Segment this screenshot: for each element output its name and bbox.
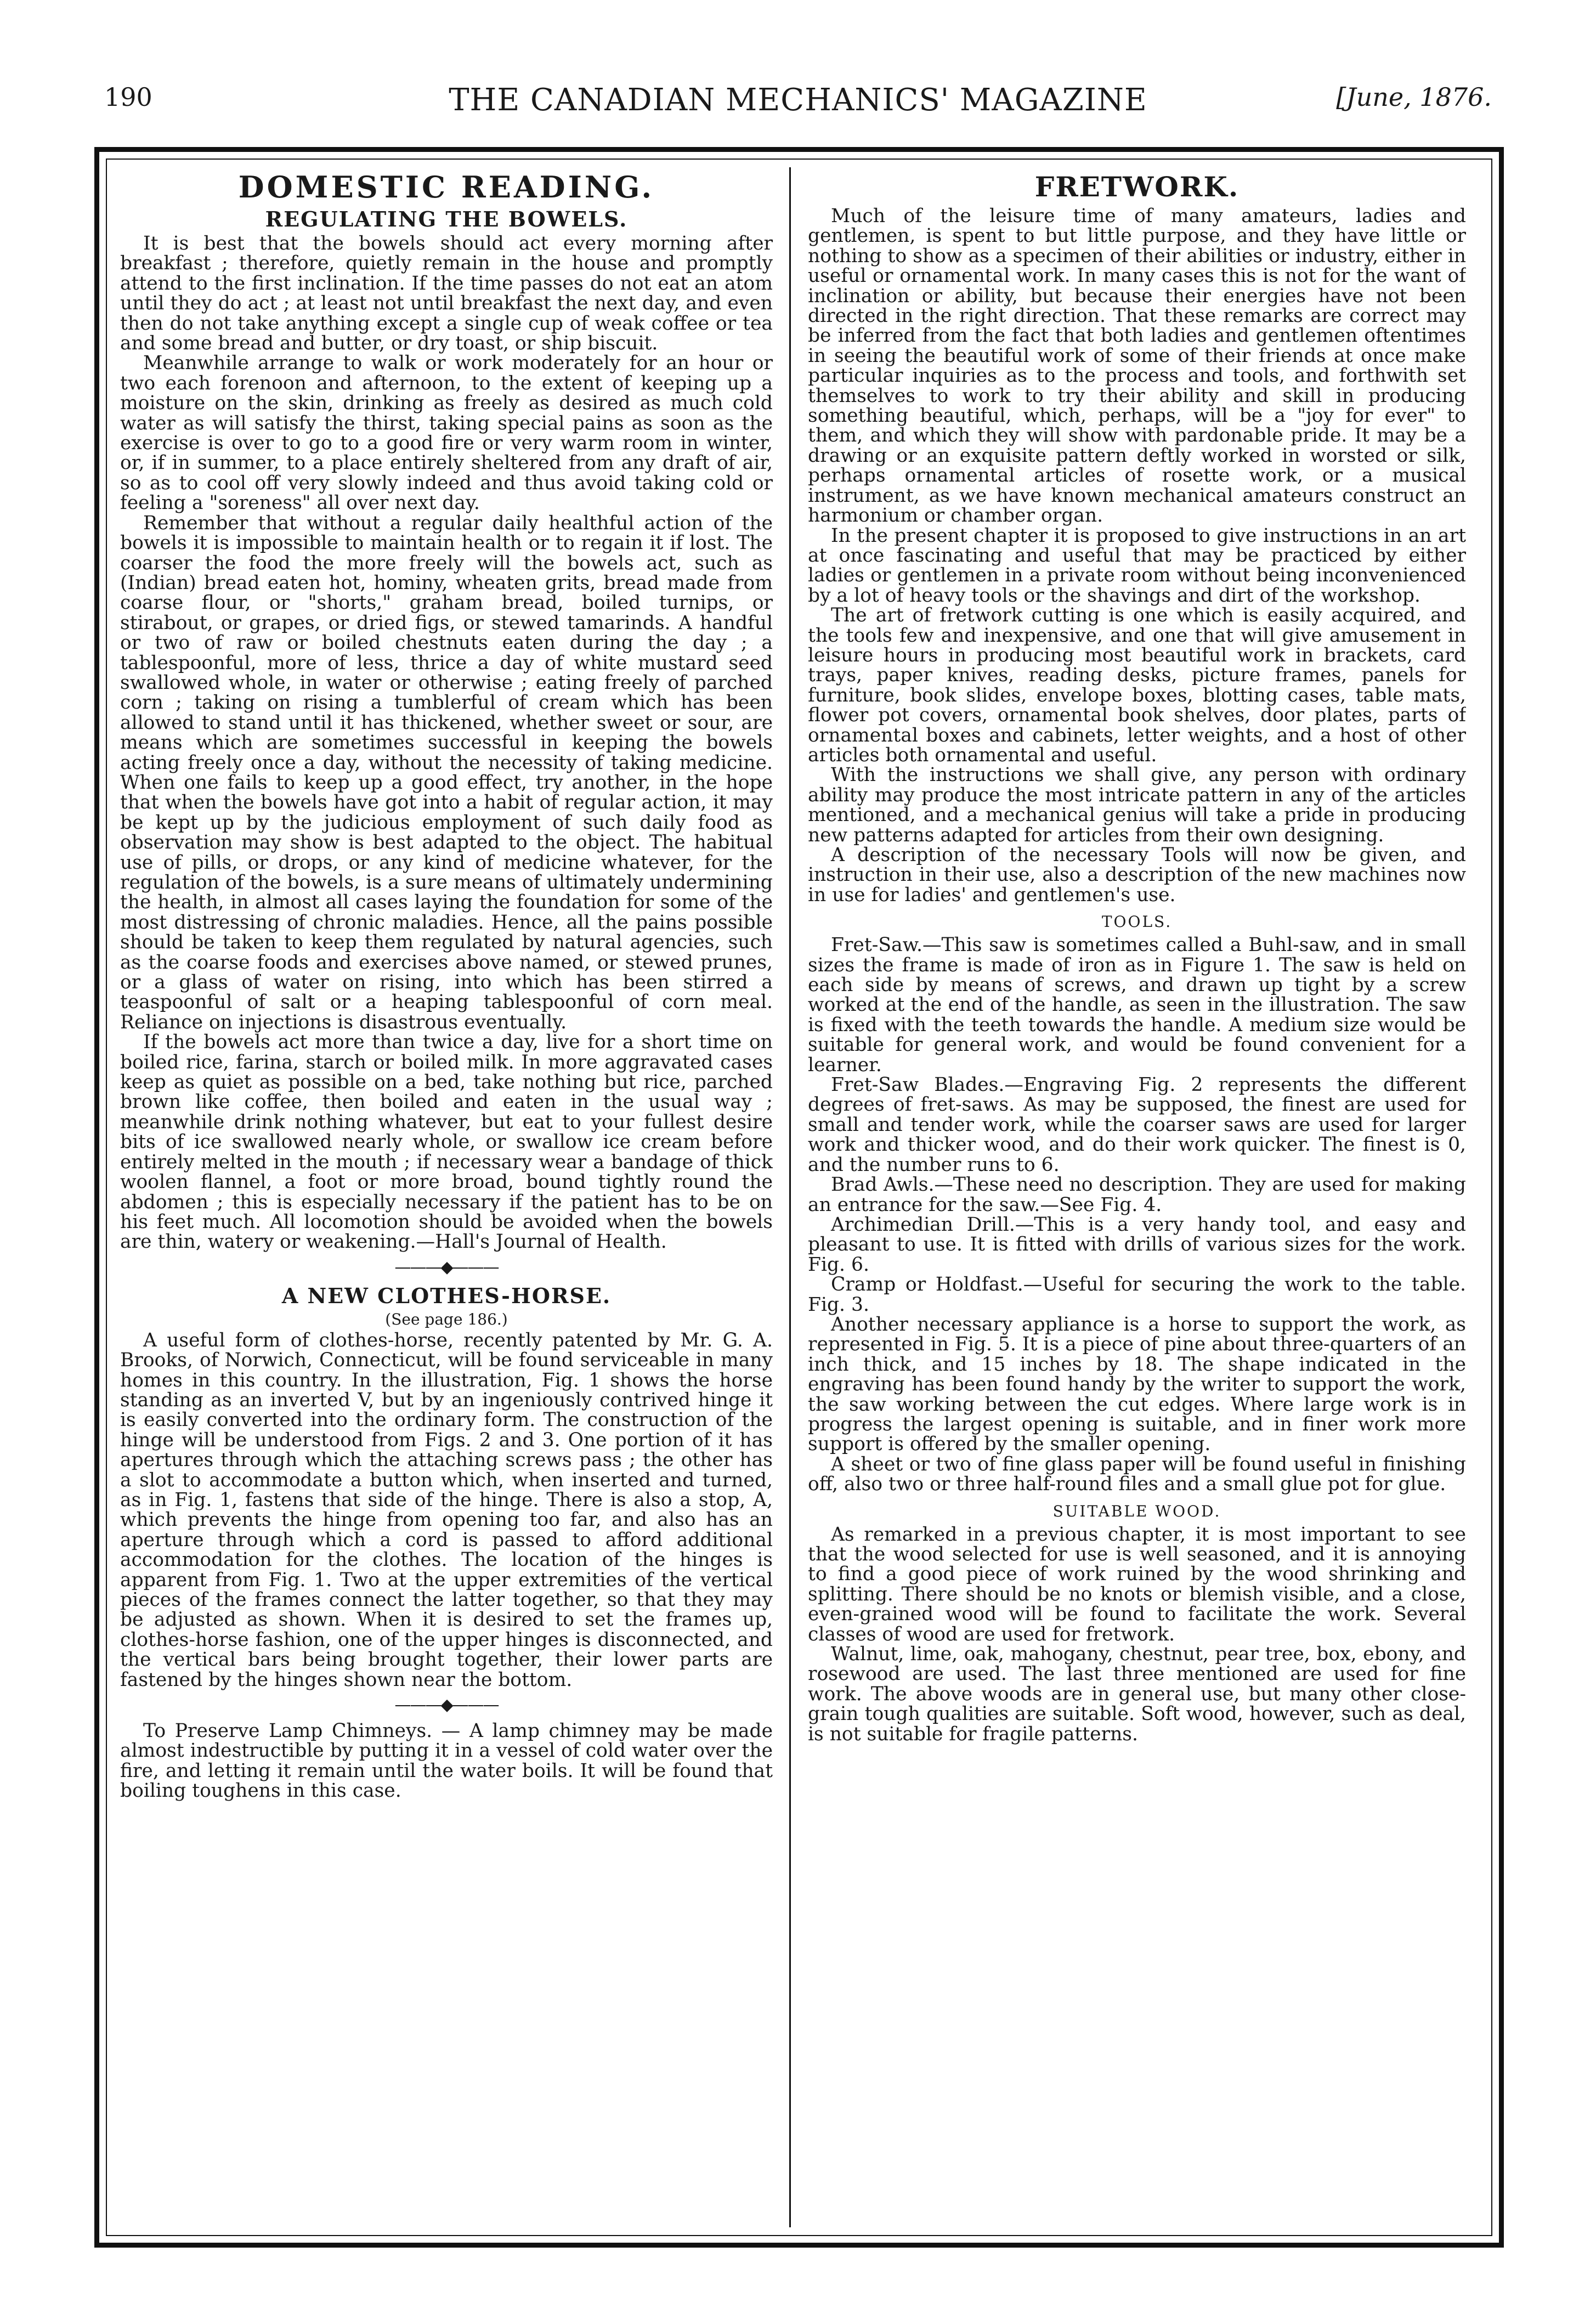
paragraph: With the instructions we shall give, any person with ordinary ability may produce the most intricate pattern in any of the articles mentioned, and a mechanical genius will take a pride in producing new patterns adapted for articles from their own designing. — [808, 764, 1466, 846]
article-title-bowels: REGULATING THE BOWELS. — [265, 207, 628, 231]
ornamental-divider: ———◆——— — [394, 1695, 499, 1715]
column-divider — [789, 167, 791, 2227]
page-frame — [94, 147, 1504, 2248]
paragraph: Walnut, lime, oak, mahogany, chestnut, pear tree, box, ebony, and rosewood are used. The last three mentioned are used for fine work. The above woods are in general use, but many other close-grain tough qualities are suitable. Soft wood, however, such as deal, is not suitable for fragile patterns. — [808, 1643, 1466, 1745]
paragraph: Much of the leisure time of many amateurs, ladies and gentlemen, is spent to but little purpose, and they have little or nothing to show as a specimen of their abilities or industry, either in useful or ornamental work. In many cases this is not for the want of inclination or ability, but because their energies have not been directed in the right direction. That these remarks are correct may be inferred from the fact that both ladies and gentlemen oftentimes in seeing the beautiful work of some of their friends at once make particular inquiries as to the process and tools, and forthwith set themselves to work to try their ability and skill in producing something beautiful, which, perhaps, will be a "joy for ever" to them, and which they will show with pardonable pride. It may be a drawing or an exquisite pattern deftly worked in worsted or silk, perhaps ornamental articles of rosette work, or a musical instrument, as we have known mechanical amateurs construct an harmonium or chamber organ. — [808, 205, 1466, 527]
magazine-title: THE CANADIAN MECHANICS' MAGAZINE — [449, 82, 1147, 118]
section-title: DOMESTIC READING. — [238, 169, 655, 205]
paragraph: It is best that the bowels should act every morning after breakfast ; therefore, quietly remain in the house and promptly attend to the first inclination. If the time passes do not eat an atom until they do act ; at least not until breakfast the next day, and even then do not take anything except a single cup of weak coffee or tea and some bread and butter, or dry toast, or ship biscuit. — [120, 233, 773, 355]
ornamental-divider: ———◆——— — [394, 1257, 499, 1277]
page-number: 190 — [104, 82, 152, 112]
article-title-fretwork: FRETWORK. — [1034, 171, 1240, 203]
subheading-tools: TOOLS. — [1101, 913, 1173, 931]
left-column — [120, 167, 773, 2227]
paragraph: To Preserve Lamp Chimneys. — A lamp chimney may be made almost indestructible by putting it in a vessel of cold water over the fire, and letting it remain until the water boils. It will be found that boiling toughens in this case. — [120, 1720, 773, 1802]
paragraph: Cramp or Holdfast.—Useful for securing the work to the table. Fig. 3. — [808, 1274, 1466, 1316]
paragraph: Remember that without a regular daily healthful action of the bowels it is impossible to maintain health or to regain it if lost. The coarser the food the more freely will the bowels act, such as (Indian) bread eaten hot, hominy, wheaten grits, bread made from coarse flour, or "shorts," graham bread, boiled turnips, or stirabout, or grapes, or dried figs, or stewed tamarinds. A handful or two of raw or boiled chestnuts eaten during the day ; a tablespoonful, more of less, thrice a day of white mustard seed swallowed whole, in water or otherwise ; eating freely of parched corn ; taking on rising a tumblerful of cream which has been allowed to stand until it has thickened, whether sweet or sour, are means which are sometimes successful in keeping the bowels acting freely once a day, without the necessity of taking medicine. When one fails to keep up a good effect, try another, in the hope that when the bowels have got into a habit of regular action, it may be kept up by the judicious employment of such daily food as observation may show is best adapted to the object. The habitual use of pills, or drops, or any kind of medicine whatever, for the regulation of the bowels, is a sure means of ultimately undermining the health, in almost all cases laying the foundation for some of the most distressing of chronic maladies. Hence, all the pains possible should be taken to keep them regulated by natural agencies, such as the coarse foods and exercises above named, or stewed prunes, or a glass of water on rising, into which has been stirred a teaspoonful of salt or a heaping tablespoonful of corn meal. Reliance on injections is disastrous eventually. — [120, 512, 773, 1033]
issue-date: [June, 1876. — [1336, 82, 1492, 112]
paragraph: Fret-Saw Blades.—Engraving Fig. 2 represents the different degrees of fret-saws. As may be supposed, the finest are used for small and tender work, while the coarser saws are used for larger work and thicker wood, and do their work quicker. The finest is 0, and the number runs to 6. — [808, 1074, 1466, 1176]
paragraph: Fret-Saw.—This saw is sometimes called a Buhl-saw, and in small sizes the frame is made of iron as in Figure 1. The saw is held on each side by means of screws, and drawn up tight by a screw worked at the end of the handle, as seen in the illustration. The saw is fixed with the teeth towards the handle. A medium size would be suitable for general work, and would be found convenient for a learner. — [808, 934, 1466, 1076]
paragraph: Brad Awls.—These need no description. They are used for making an entrance for the saw.—See Fig. 4. — [808, 1174, 1466, 1216]
subheading-wood: SUITABLE WOOD. — [1052, 1502, 1221, 1520]
paragraph: As remarked in a previous chapter, it is most important to see that the wood selected for use is well seasoned, and it is annoying to find a good piece of work ruined by the wood shrinking and splitting. There should be no knots or blemish visible, and a close, even-grained wood will be found to facilitate the work. Several classes of wood are used for fretwork. — [808, 1523, 1466, 1645]
paragraph: If the bowels act more than twice a day, live for a short time on boiled rice, farina, starch or boiled milk. In more aggravated cases keep as quiet as possible on a bed, take nothing but rice, parched brown like coffee, then boiled and eaten in the usual way ; meanwhile drink nothing whatever, but eat to your fullest desire bits of ice swallowed nearly whole, or swallow ice cream before entirely melted in the mouth ; if necessary wear a bandage of thick woolen flannel, a foot or more broad, bound tightly round the abdomen ; this is especially necessary if the patient has to be on his feet much. All locomotion should be avoided when the bowels are thin, watery or weakening.—Hall's Journal of Health. — [120, 1031, 773, 1253]
paragraph: A description of the necessary Tools will now be given, and instruction in their use, also a description of the new machines now in use for ladies' and gentlemen's use. — [808, 844, 1466, 906]
article-title-clothes-horse: A NEW CLOTHES-HORSE. — [281, 1283, 612, 1308]
paragraph: Meanwhile arrange to walk or work moderately for an hour or two each forenoon and afternoon, to the extent of keeping up a moisture on the skin, drinking as freely as desired as much cold water as will satisfy the thirst, taking special pains as soon as the exercise is over to go to a good fire or very warm room in winter, or, if in summer, to a place entirely sheltered from any draft of air, so as to cool off very slowly indeed and thus avoid taking cold or feeling a "soreness" all over next day. — [120, 352, 773, 514]
page-reference: (See page 186.) — [385, 1310, 508, 1328]
paragraph: Archimedian Drill.—This is a very handy tool, and easy and pleasant to use. It is fitted with drills of various sizes for the work. Fig. 6. — [808, 1213, 1466, 1276]
paragraph: In the present chapter it is proposed to give instructions in an art at once fascinating and useful that may be practiced by either ladies or gentlemen in a private room without being inconvenienced by a lot of heavy tools or the shavings and dirt of the workshop. — [808, 524, 1466, 607]
paragraph: A sheet or two of fine glass paper will be found useful in finishing off, also two or three half-round files and a small glue pot for glue. — [808, 1453, 1466, 1496]
right-column — [808, 167, 1466, 2227]
paragraph: Another necessary appliance is a horse to support the work, as represented in Fig. 5. It is a piece of pine about three-quarters of an inch thick, and 15 inches by 18. The shape indicated in the engraving has been found handy by the writer to support the work, the saw working between the cut edges. Where large work is in progress the largest opening is suitable, and in finer work more support is offered by the smaller opening. — [808, 1313, 1466, 1456]
paragraph: The art of fretwork cutting is one which is easily acquired, and the tools few and inexpensive, and one that will give amusement in leisure hours in producing most beautiful work in brackets, card trays, paper knives, reading desks, picture frames, panels for furniture, book slides, envelope boxes, blotting cases, table mats, flower pot covers, ornamental book shelves, door plates, parts of ornamental boxes and cabinets, letter weights, and a host of other articles both ornamental and useful. — [808, 604, 1466, 766]
running-header — [104, 82, 1492, 132]
paragraph: A useful form of clothes-horse, recently patented by Mr. G. A. Brooks, of Norwich, Connecticut, will be found serviceable in many homes in this country. In the illustration, Fig. 1 shows the horse standing as an inverted V, but by an ingeniously contrived hinge it is easily converted into the ordinary form. The construction of the hinge will be understood from Figs. 2 and 3. One portion of it has apertures through which the attaching screws pass ; the other has a slot to accommodate a button which, when inserted and turned, as in Fig. 1, fastens that side of the hinge. There is also a stop, A, which prevents the hinge from opening too far, and also has an aperture through which a cord is passed to afford additional accommodation for the clothes. The location of the hinges is apparent from Fig. 1. Two at the upper extremities of the vertical pieces of the frames connect the latter together, so that they may be adjusted as shown. When it is desired to set the frames up, clothes-horse fashion, one of the upper hinges is disconnected, and the vertical bars being brought together, their lower parts are fastened by the hinges shown near the bottom. — [120, 1329, 773, 1691]
